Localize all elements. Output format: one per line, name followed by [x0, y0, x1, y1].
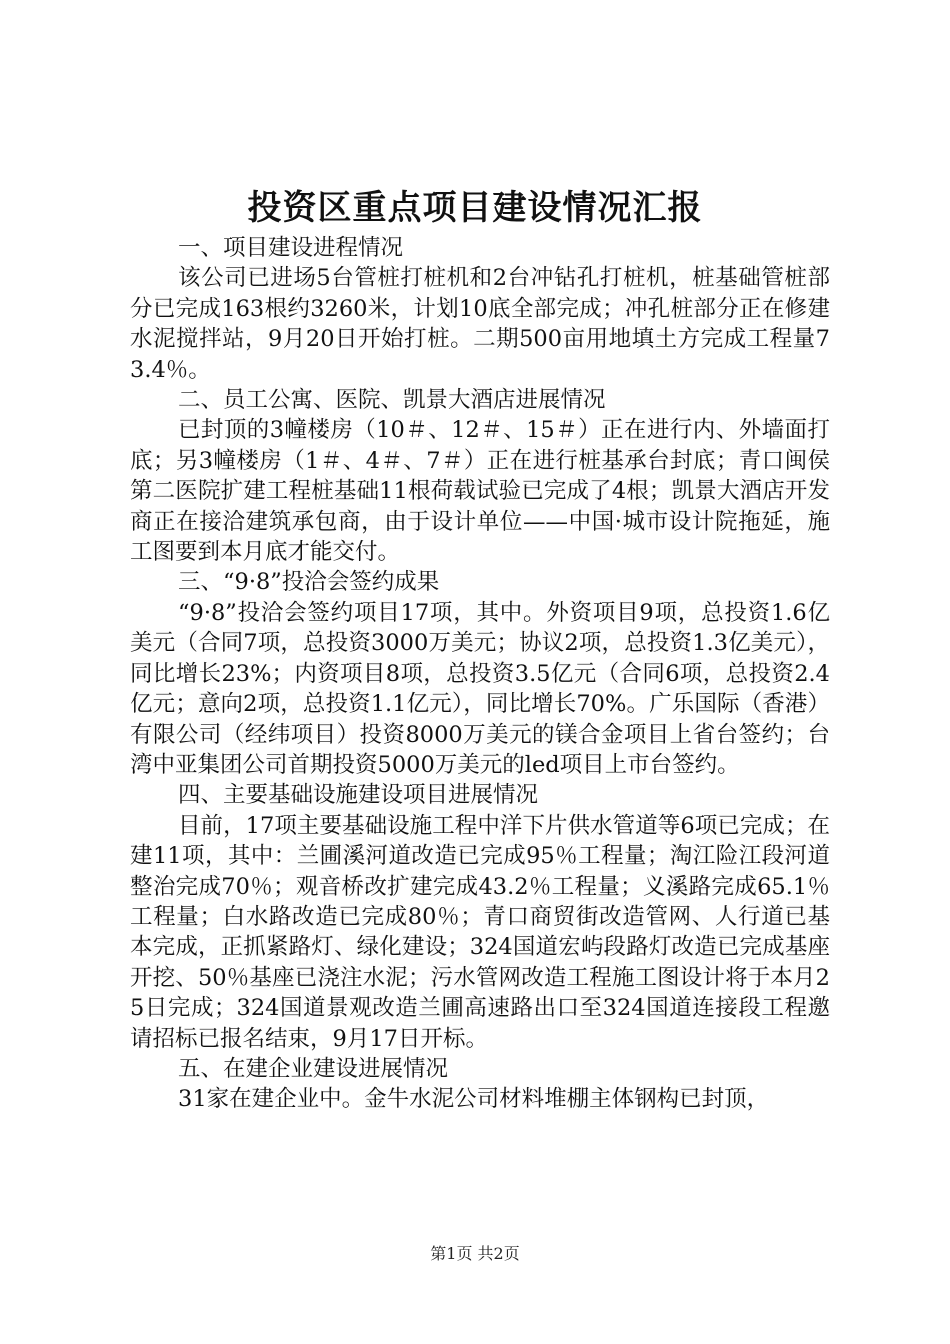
section-heading: 二、员工公寓、医院、凯景大酒店进展情况	[178, 387, 606, 414]
section-5	[130, 1054, 830, 1115]
section-heading: 五、在建企业建设进展情况	[178, 1055, 449, 1082]
section-heading: 一、项目建设进程情况	[178, 235, 404, 261]
section-3	[130, 567, 830, 780]
section-4	[130, 780, 830, 1054]
section-heading: 四、主要基础设施建设项目进展情况	[178, 782, 539, 809]
section-paragraph: 31家在建企业中。金牛水泥公司材料堆棚主体钢构已封顶，	[178, 1086, 770, 1113]
section-paragraph: 目前，17项主要基础设施工程中洋下片供水管道等6项已完成；在建11项，其中：兰圃溪河道改造已完成95％工程量；淘江险江段河道整治完成70％；观音桥改扩建完成43.2％工程量；义溪路完成65.1％工程量；白水路改造已完成80％；青口商贸街改造管网、人行道已基本完成，正抓紧路灯、绿化建设；324国道宏屿段路灯改造已完成基座开挖、50％基座已浇注水泥；污水管网改造工程施工图设计将于本月25日完成；324国道景观改造兰圃高速路出口至324国道连接段工程邀请招标已报名结束，9月17日开标。	[130, 812, 830, 1052]
document-body	[130, 233, 830, 1115]
section-paragraph: 已封顶的3幢楼房（10＃、12＃、15＃）正在进行内、外墙面打底；另3幢楼房（1＃、4＃、7＃）正在进行桩基承台封底；青口闽侯第二医院扩建工程桩基础11根荷载试验已完成了4根；凯景大酒店开发商正在接洽建筑承包商，由于设计单位——中国·城市设计院拖延，施工图要到本月底才能交付。	[130, 417, 830, 566]
section-paragraph: “9·8”投洽会签约项目17项，其中。外资项目9项，总投资1.6亿美元（合同7项，总投资3000万美元；协议2项，总投资1.3亿美元），同比增长23%；内资项目8项，总投资3.5亿元（合同6项，总投资2.4亿元；意向2项，总投资1.1亿元），同比增长70%。广乐国际（香港）有限公司（经纬项目）投资8000万美元的镁合金项目上省台签约；台湾中亚集团公司首期投资5000万美元的led项目上市台签约。	[130, 599, 830, 778]
section-heading: 三、“9·8”投洽会签约成果	[178, 569, 440, 596]
section-paragraph: 该公司已进场5台管桩打桩机和2台冲钻孔打桩机，桩基础管桩部分已完成163根约3260米，计划10底全部完成；冲孔桩部分正在修建水泥搅拌站，9月20日开始打桩。二期500亩用地填土方完成工程量73.4％。	[130, 265, 830, 383]
section-1	[130, 233, 830, 385]
page-footer: 第1页 共2页	[430, 1244, 520, 1263]
document-title: 投资区重点项目建设情况汇报	[247, 188, 703, 228]
section-2	[130, 385, 830, 567]
